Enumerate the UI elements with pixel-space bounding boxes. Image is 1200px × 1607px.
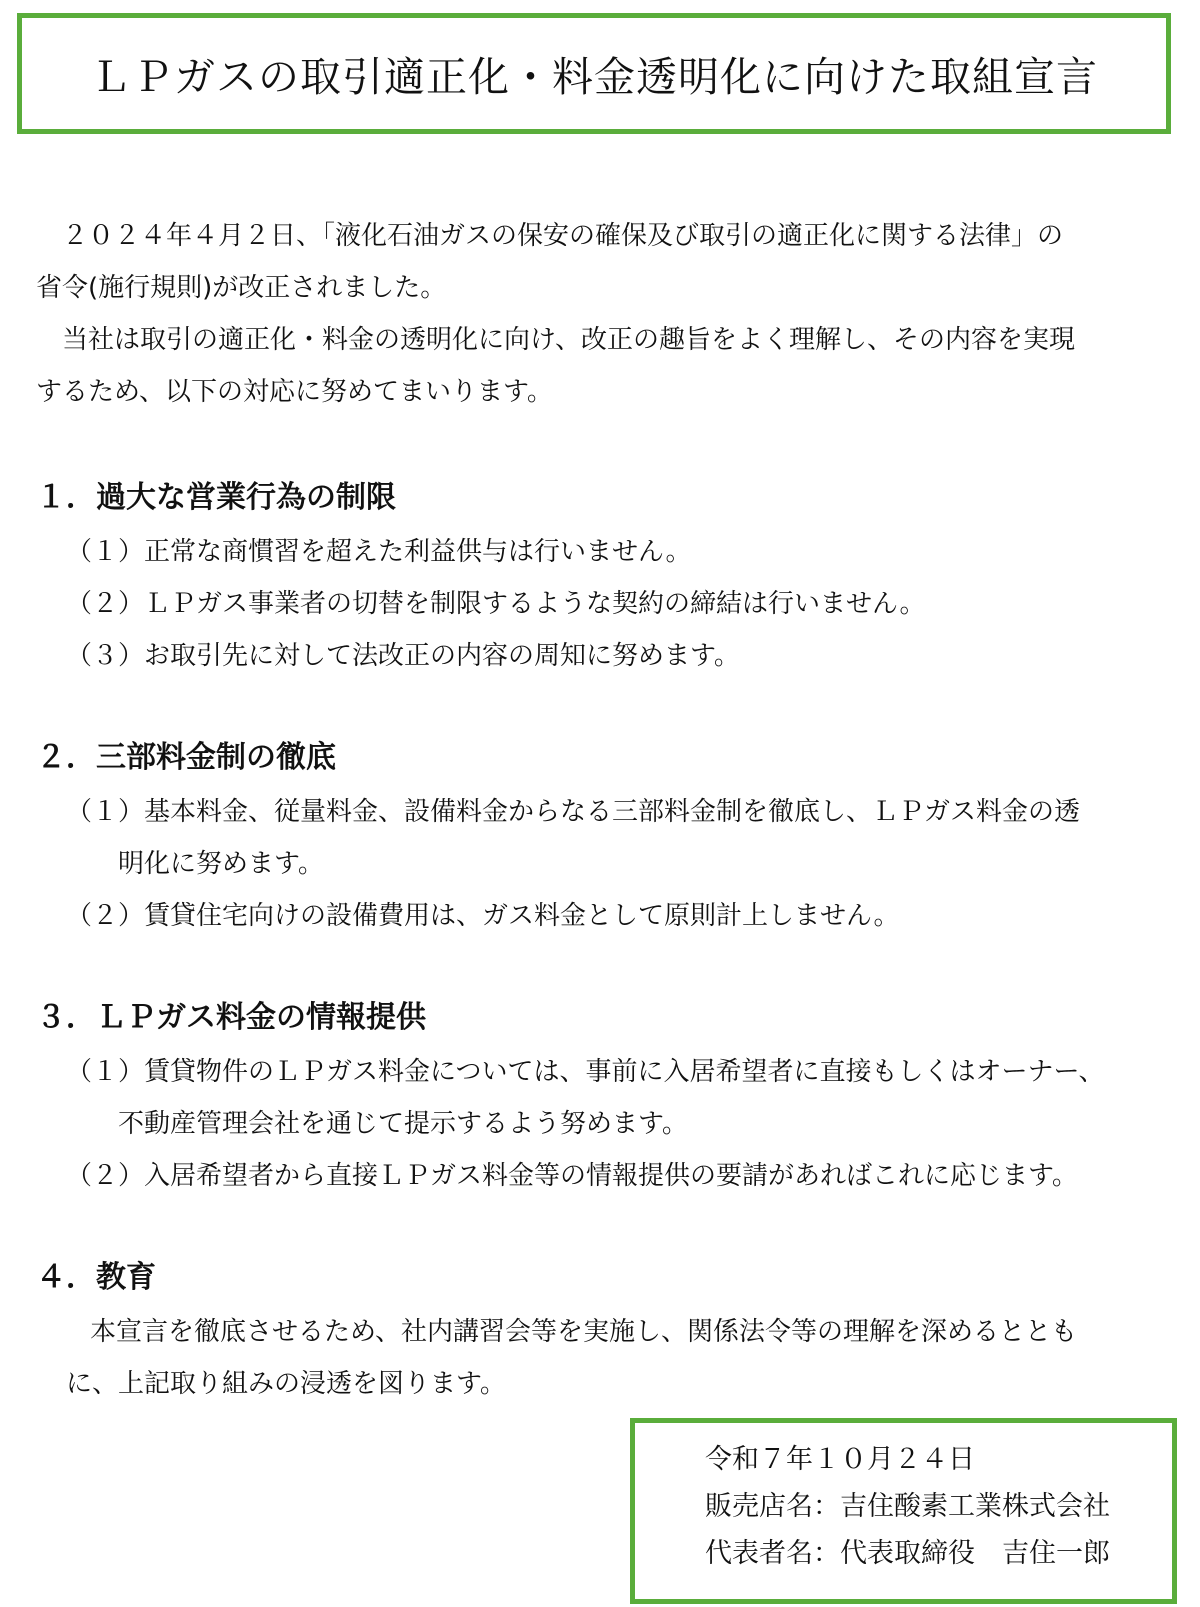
signature-store-name: 販売店名：吉住酸素工業株式会社 bbox=[705, 1491, 1110, 1522]
section-1-item-2: （２）ＬＰガス事業者の切替を制限するような契約の締結は行いません。 bbox=[66, 589, 926, 619]
signature-date: 令和７年１０月２４日 bbox=[705, 1444, 975, 1475]
section-1-item-1: （１）正常な商慣習を超えた利益供与は行いません。 bbox=[66, 537, 692, 567]
section-4-line-2: に、上記取り組みの浸透を図ります。 bbox=[66, 1369, 506, 1399]
intro-line: するため、以下の対応に努めてまいります。 bbox=[36, 377, 553, 407]
signature-representative: 代表者名：代表取締役 吉住一郎 bbox=[705, 1538, 1110, 1569]
section-1-item-3: （３）お取引先に対して法改正の内容の周知に努めます。 bbox=[66, 641, 740, 671]
section-heading-4: ４．教育 bbox=[36, 1260, 156, 1295]
section-3-item-2: （２）入居希望者から直接ＬＰガス料金等の情報提供の要請があればこれに応じます。 bbox=[66, 1161, 1078, 1191]
section-heading-1: １．過大な営業行為の制限 bbox=[36, 480, 396, 515]
intro-line: 当社は取引の適正化・料金の透明化に向け、改正の趣旨をよく理解し、その内容を実現 bbox=[36, 325, 1075, 355]
section-2-item-2: （２）賃貸住宅向けの設備費用は、ガス料金として原則計上しません。 bbox=[66, 901, 900, 931]
section-4-line-1: 本宣言を徹底させるため、社内講習会等を実施し、関係法令等の理解を深めるととも bbox=[90, 1317, 1077, 1347]
section-2-item-1-cont: 明化に努めます。 bbox=[118, 849, 324, 879]
section-3-item-1: （１）賃貸物件のＬＰガス料金については、事前に入居希望者に直接もしくはオーナー、 bbox=[66, 1057, 1105, 1087]
section-heading-2: ２．三部料金制の徹底 bbox=[36, 740, 336, 775]
title-box bbox=[17, 13, 1171, 134]
page-title: ＬＰガスの取引適正化・料金透明化に向けた取組宣言 bbox=[90, 53, 1098, 101]
section-3-item-1-cont: 不動産管理会社を通じて提示するよう努めます。 bbox=[118, 1109, 688, 1139]
section-2-item-1: （１）基本料金、従量料金、設備料金からなる三部料金制を徹底し、ＬＰガス料金の透 bbox=[66, 797, 1081, 827]
intro-line: 省令(施行規則)が改正されました。 bbox=[36, 273, 447, 303]
section-heading-3: ３．ＬＰガス料金の情報提供 bbox=[36, 1000, 426, 1035]
signature-box bbox=[630, 1418, 1177, 1604]
intro-line: ２０２４年４月２日、「液化石油ガスの保安の確保及び取引の適正化に関する法律」の bbox=[36, 221, 1064, 251]
